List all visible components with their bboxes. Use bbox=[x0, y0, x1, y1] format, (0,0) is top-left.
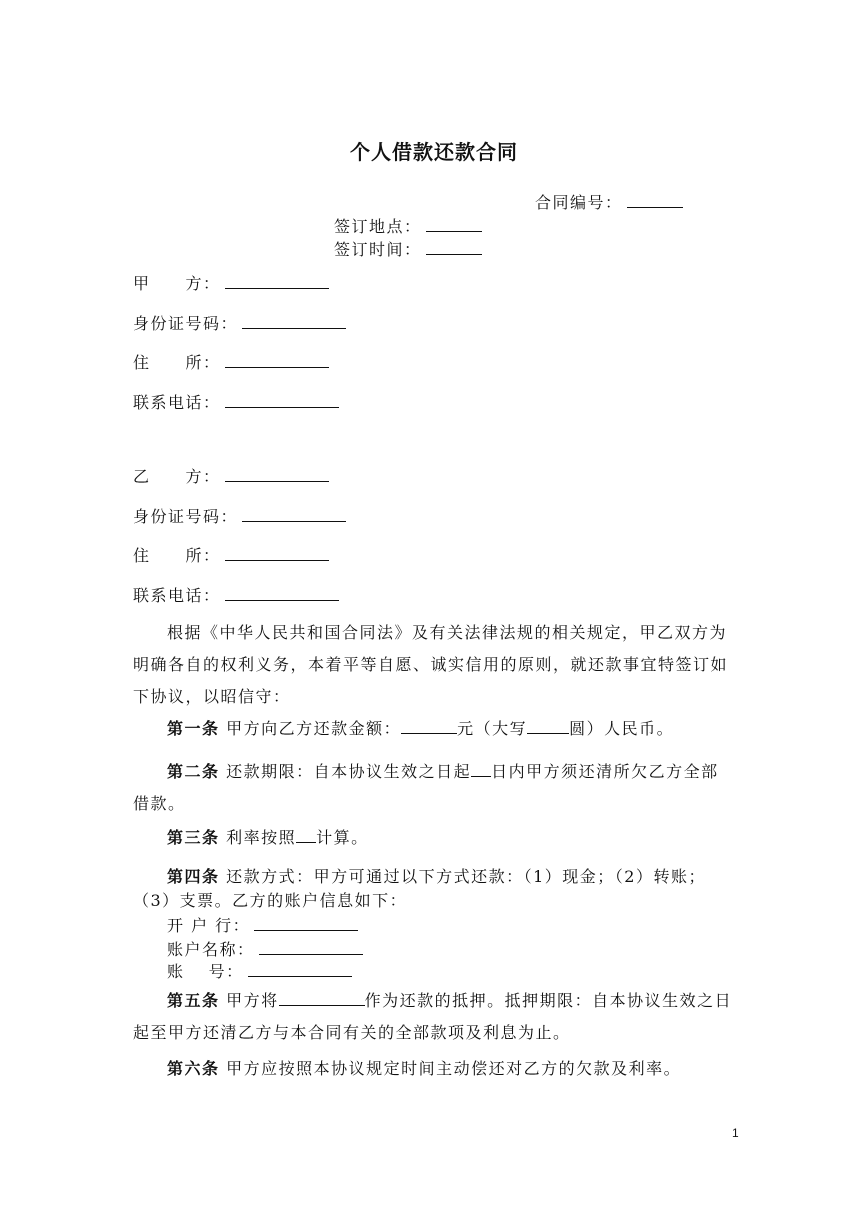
bank-field bbox=[167, 913, 358, 936]
party-a-phone-label: 联系电话： bbox=[133, 393, 221, 412]
party-a-phone-field bbox=[133, 390, 339, 413]
article-2-text-1: 还款期限：自本协议生效之日起 bbox=[219, 762, 472, 781]
party-a-id-field bbox=[133, 311, 346, 334]
account-number-blank bbox=[248, 962, 352, 977]
signing-place-label: 签订地点： bbox=[334, 217, 422, 236]
article-2-label: 第二条 bbox=[167, 762, 220, 781]
page-number: 1 bbox=[732, 1126, 739, 1140]
bank-blank bbox=[254, 916, 358, 931]
article-1-text-1: 甲方向乙方还款金额： bbox=[219, 719, 402, 738]
article-2-text-2: 日内甲方须还清所欠乙方全部借款。 bbox=[133, 762, 719, 813]
article-6-label: 第六条 bbox=[167, 1059, 220, 1078]
article-5-text-1: 甲方将 bbox=[219, 991, 279, 1010]
article-1-label: 第一条 bbox=[167, 719, 220, 738]
page-title: 个人借款还款合同 bbox=[350, 140, 518, 164]
party-b-phone-label: 联系电话： bbox=[133, 586, 221, 605]
account-number-label: 账 号： bbox=[167, 962, 244, 981]
party-a-address-field bbox=[133, 350, 329, 373]
signing-place-blank bbox=[426, 217, 482, 232]
article-5-label: 第五条 bbox=[167, 991, 220, 1010]
article-4 bbox=[133, 865, 735, 913]
account-name-blank bbox=[259, 940, 363, 955]
days-blank bbox=[471, 762, 491, 777]
article-2 bbox=[133, 756, 735, 820]
party-a-name-field bbox=[133, 271, 329, 294]
signing-time-field bbox=[334, 237, 482, 260]
article-1-text-3: 圆）人民币。 bbox=[569, 719, 675, 738]
party-b-id-field bbox=[133, 504, 346, 527]
amount-words-blank bbox=[527, 719, 569, 734]
article-3-text-2: 计算。 bbox=[316, 828, 369, 847]
collateral-blank bbox=[279, 991, 365, 1006]
signing-time-blank bbox=[426, 240, 482, 255]
party-a-name-label: 甲 方： bbox=[133, 274, 221, 293]
party-b-address-field bbox=[133, 543, 329, 566]
party-b-address-blank bbox=[225, 546, 329, 561]
article-4-text-1: 还款方式：甲方可通过以下方式还款：（1）现金；（2）转账；（3）支票。乙方的账户信息如下： bbox=[133, 867, 706, 910]
party-a-id-blank bbox=[242, 314, 346, 329]
article-3-text-1: 利率按照 bbox=[219, 828, 297, 847]
party-b-name-label: 乙 方： bbox=[133, 467, 221, 486]
contract-number-field bbox=[535, 190, 683, 213]
article-3 bbox=[133, 822, 735, 854]
bank-label: 开 户 行： bbox=[167, 916, 251, 935]
article-3-label: 第三条 bbox=[167, 828, 220, 847]
party-b-id-label: 身份证号码： bbox=[133, 507, 239, 526]
article-4-label: 第四条 bbox=[167, 867, 220, 886]
account-name-label: 账户名称： bbox=[167, 940, 255, 959]
signing-place-field bbox=[334, 214, 482, 237]
rate-blank bbox=[296, 828, 316, 843]
article-1-text-2: 元（大写 bbox=[457, 719, 528, 738]
party-b-phone-blank bbox=[225, 586, 339, 601]
intro-paragraph: 根据《中华人民共和国合同法》及有关法律法规的相关规定，甲乙双方为明确各自的权利义务，本着平等自愿、诚实信用的原则，就还款事宜特签订如下协议，以昭信守： bbox=[133, 623, 729, 706]
account-number-field bbox=[167, 959, 352, 982]
article-5 bbox=[133, 985, 735, 1049]
party-b-phone-field bbox=[133, 583, 339, 606]
party-b-name-field bbox=[133, 464, 329, 487]
party-a-name-blank bbox=[225, 274, 329, 289]
party-b-id-blank bbox=[242, 507, 346, 522]
party-a-id-label: 身份证号码： bbox=[133, 314, 239, 333]
signing-time-label: 签订时间： bbox=[334, 240, 422, 259]
party-a-phone-blank bbox=[225, 393, 339, 408]
party-a-address-label: 住 所： bbox=[133, 353, 221, 372]
amount-blank bbox=[401, 719, 457, 734]
article-6 bbox=[133, 1053, 735, 1085]
contract-number-blank bbox=[627, 193, 683, 208]
article-6-text-1: 甲方应按照本协议规定时间主动偿还对乙方的欠款及利率。 bbox=[219, 1059, 682, 1078]
contract-number-label: 合同编号： bbox=[535, 193, 623, 212]
party-b-name-blank bbox=[225, 467, 329, 482]
article-5-text-2: 作为还款的抵押。抵押期限：自本协议生效之日起至甲方还清乙方与本合同有关的全部款项及利息为止。 bbox=[133, 991, 733, 1042]
party-a-address-blank bbox=[225, 353, 329, 368]
account-name-field bbox=[167, 937, 363, 960]
party-b-address-label: 住 所： bbox=[133, 546, 221, 565]
article-1 bbox=[133, 713, 735, 745]
